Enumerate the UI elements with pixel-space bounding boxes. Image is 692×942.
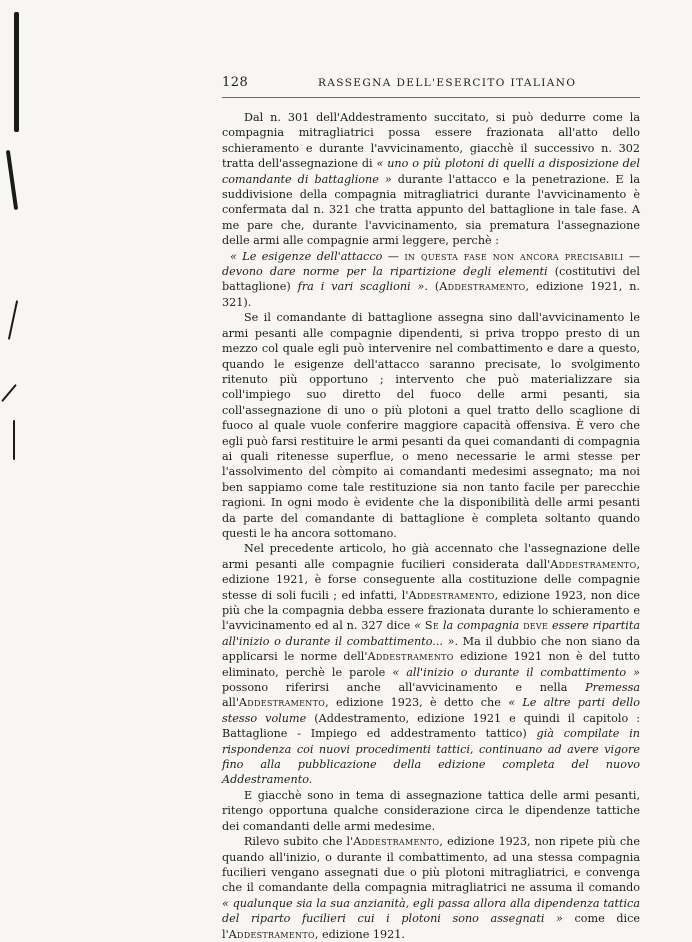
scan-edge-mark — [13, 420, 15, 460]
text-run: — — [623, 249, 641, 263]
text-run: — — [382, 249, 405, 263]
italic-text: essere ripartita all'inizio o durante il combattimento... » — [222, 619, 640, 648]
text-run: E giacchè sono in tema di assegnazione tattica delle armi pesanti, ritengo opportuna qualche considerazione circa le dipendenze tattiche dei comandanti delle armi medesime. — [222, 788, 640, 833]
small-caps-text: Addestramento — [228, 927, 315, 941]
small-caps-text: Addestramento — [367, 650, 454, 664]
italic-text: « Le esigenze dell'attacco — [230, 249, 383, 263]
text-run: , edizione 1921. — [314, 927, 405, 941]
small-caps-text: Addestramento — [550, 557, 637, 571]
paragraph — [222, 834, 640, 942]
italic-text: « Le altre parti dello stesso volume — [222, 696, 640, 725]
italic-text: « uno o più plotoni di quelli a disposizione del comandante di battaglione » — [222, 157, 640, 186]
scan-edge-mark — [6, 150, 18, 210]
scan-edge-mark — [1, 384, 17, 402]
paragraph — [222, 110, 640, 249]
text-run: , edizione 1921, è forse conseguente alla costituzione delle compagnie stesse di soli fucili ; ed infatti, l' — [222, 557, 640, 602]
italic-text: « all'inizio o durante il combattimento » — [392, 665, 640, 679]
small-caps-text: Se — [424, 619, 440, 633]
small-caps-text: Addestramento — [408, 588, 495, 602]
italic-text: « qualunque sia la sua anzianità, egli passa allora alla dipendenza tattica del riparto fucilieri cui i plotoni sono assegnati » — [222, 896, 640, 926]
small-caps-text: in questa fase non ancora precisabili — [404, 249, 624, 263]
text-run: all' — [222, 696, 239, 710]
italic-text: devono dare norme per la ripartizione degli elementi — [222, 265, 548, 279]
text-run: , edizione 1923, non ripete più che quando all'inizio, o durante il combattimento, ad una stessa compagnia fucilieri vengano assegnati due o più plotoni mitragliatrici, e convenga che il comandante della compagnia mitragliatrici ne assuma il comando — [222, 835, 640, 895]
text-run: , edizione 1923, non dice più che la compagnia debba essere frazionata durante lo schieramento e l'avvicinamento ed al n. 327 dice — [222, 588, 641, 633]
text-run: Se il comandante di battaglione assegna sino dall'avvicinamento le armi pesanti alle compagnie dipendenti, si priva troppo presto di un mezzo col quale egli può intervenire nel combattimento e dare a questo, quando le esigenze dell'attacco saranno precisate, lo svolgimento ritenuto più opportuno ; intervento che può materializzare sia coll'impiego suo diretto del fuoco delle armi pesanti, sia coll'assegnazione di uno o più plotoni a quel tratto dello scaglione di fuoco al quale vuole conferire maggiore capacità offensiva. È vero che egli può farsi restituire le armi pesanti da quei comandanti di compagnia ai quali ritenesse superflue, o meno necessarie le armi stesse per l'assolvimento del còmpito ai comandanti medesimi assegnato; ma noi ben sappiamo come tale restituzione sia non tanto facile per parecchie ragioni. In ogni modo è evidente che la disponibilità delle armi pesanti da parte del comandante di battaglione è completa soltanto quando questi le ha ancora sottomano. — [222, 311, 640, 540]
small-caps-text: Addestramento — [238, 696, 326, 710]
small-caps-text: deve — [523, 619, 549, 633]
header-rule — [222, 97, 640, 98]
paragraph — [222, 788, 640, 834]
text-run: (costitutivi del battaglione) — [222, 265, 641, 294]
italic-text: già compilate in rispondenza coi nuovi procedimenti tattici, continuano ad avere vigore fino alla pubblicazione della edizione completa del nuovo Addestramento. — [222, 727, 640, 787]
text-run: come dice l' — [222, 912, 641, 941]
paragraph — [222, 541, 640, 788]
text-run: possono riferirsi anche all'avvicinamento e nella — [222, 681, 586, 695]
text-run: Rilevo subito che l' — [244, 835, 354, 849]
scan-edge-mark — [8, 300, 18, 340]
italic-text: fra i vari scaglioni » — [297, 280, 425, 294]
small-caps-text: Addestramento — [439, 280, 526, 294]
italic-text: Premessa — [585, 681, 640, 695]
text-run: Nel precedente articolo, ho già accennato che l'assegnazione delle armi pesanti alle compagnie fucilieri considerata dall' — [222, 542, 640, 571]
small-caps-text: Addestramento — [353, 835, 440, 849]
text-run: . Ma il dubbio che non siano da applicarsi le norme dell' — [222, 634, 640, 664]
text-run: edizione 1921 non è del tutto eliminato, perchè le parole — [222, 650, 640, 679]
page-header — [222, 75, 640, 93]
text-run: Dal n. 301 dell'Addestramento succitato, si può dedurre come la compagnia mitragliatrici possa essere frazionata all'atto dello schieramento e durante l'avvicinamento, giacchè il successivo n. 302 tratta dell'assegnazione di — [222, 111, 640, 171]
article-body — [222, 110, 640, 942]
paragraph — [222, 310, 640, 541]
quotation-paragraph — [222, 249, 640, 311]
italic-text: « — [414, 619, 425, 633]
text-run: . ( — [424, 280, 440, 294]
running-title: RASSEGNA DELL'ESERCITO ITALIANO — [318, 77, 577, 89]
scan-edge-mark — [14, 12, 19, 132]
italic-text: la compagnia — [439, 619, 524, 633]
text-run: (Addestramento, edizione 1921 e quindi il capitolo : Battaglione - Impiego ed addestramento tattico) — [222, 711, 640, 741]
text-run: durante l'attacco e la penetrazione. E la suddivisione della compagnia mitragliatrici durante l'avvicinamento è confermata dal n. 321 che tratta appunto del battaglione in tale fase. A me pare che, durante l'avvicinamento, sia prematura l'assegnazione delle armi alle compagnie armi leggere, perchè : — [222, 172, 640, 248]
text-run: , edizione 1921, n. 321). — [222, 280, 640, 309]
page-number: 128 — [222, 75, 249, 90]
text-run: , edizione 1923, è detto che — [325, 696, 509, 710]
